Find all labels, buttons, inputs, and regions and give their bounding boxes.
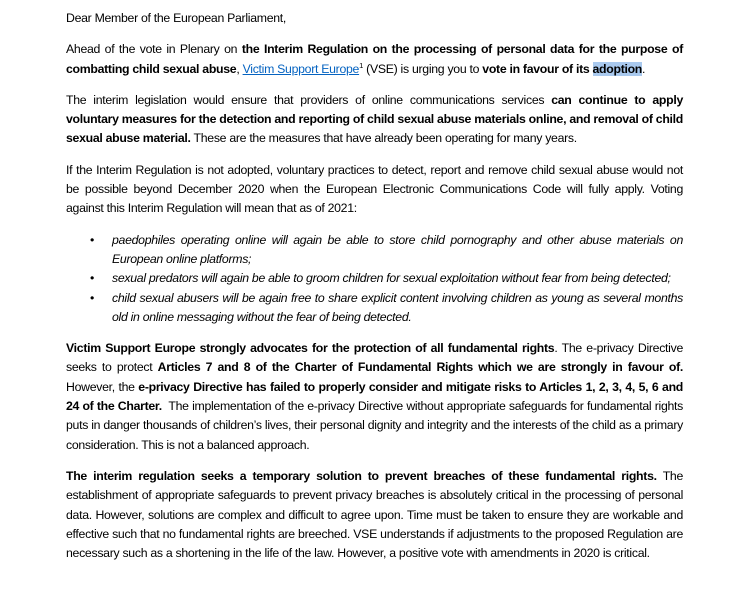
articles-7-8-bold: Articles 7 and 8 of the Charter of Fundamental Rights which we are strongly in favour of. — [157, 360, 683, 375]
text-run: (VSE) is urging you to — [363, 61, 483, 76]
highlighted-word-adoption: adoption — [592, 61, 643, 76]
consequences-list — [66, 231, 683, 327]
intro-paragraph — [66, 40, 683, 79]
solution-paragraph — [66, 467, 683, 563]
consequence-text-1: paedophiles operating online will again be able to store child pornography and other abuse materials on European online platforms; — [112, 232, 683, 266]
measures-bold: can continue to apply voluntary measures for the detection and reporting of child sexual abuse materials online, and removal of child sexual abuse material. — [66, 92, 683, 146]
footnote-marker: 1 — [359, 61, 364, 71]
text-run: However, the — [66, 379, 139, 394]
salutation-text: Dear Member of the European Parliament, — [66, 11, 287, 25]
text-run: These are the measures that have already been operating for many years. — [190, 131, 577, 146]
text-run: , — [236, 61, 243, 76]
text-run: . — [642, 61, 646, 76]
consequence-item-3 — [112, 289, 683, 328]
salutation-paragraph — [66, 9, 683, 28]
fundamental-rights-paragraph — [66, 339, 683, 455]
text-run: The establishment of appropriate safeguards to prevent privacy breaches is absolutely critical in the processing of personal data. However, solutions are complex and difficult to agree upon. Time must be taken to ensure they are workable and effective such that no fundamental rights are breeched. VSE understands if adjustments to the proposed Regulation are necessary such as a shortening in the life of the law. However, a positive vote with amendments in 2020 is critical. — [66, 468, 683, 561]
text-run: Ahead of the vote in Plenary on — [66, 42, 242, 57]
urge-bold: vote in favour of its — [482, 61, 593, 76]
consequence-text-3: child sexual abusers will be again free to share explicit content involving children as young as several months old in online messaging without the fear of being detected. — [112, 290, 683, 324]
victim-support-europe-link[interactable]: Victim Support Europe — [242, 61, 360, 76]
consequence-text-2: sexual predators will again be able to groom children for sexual exploitation without fear from being detected; — [112, 271, 671, 286]
consequence-item-2 — [112, 269, 683, 288]
interim-measures-paragraph — [66, 91, 683, 149]
rights-advocacy-bold: Victim Support Europe strongly advocates for the protection of all fundamental rights — [66, 341, 555, 356]
text-run: The implementation of the e-privacy Directive without appropriate safeguards for fundamental rights puts in danger thousands of children’s lives, their personal dignity and integrity and the interests of the child as a primary consideration. This is not a balanced approach. — [66, 399, 683, 452]
text-run: . The e-privacy Directive seeks to protect — [66, 341, 683, 375]
regulation-title-bold: the Interim Regulation on the processing of personal data for the purpose of combatting child sexual abuse — [66, 42, 683, 76]
consequence-item-1 — [112, 231, 683, 270]
eprivacy-risks-bold: e-privacy Directive has failed to properly consider and mitigate risks to Articles 1, 2, 3, 4, 5, 6 and 24 of the Charter. — [66, 379, 683, 414]
warning-paragraph — [66, 161, 683, 219]
warning-text: If the Interim Regulation is not adopted, voluntary practices to detect, report and remove child sexual abuse would not be possible beyond December 2020 when the European Electronic Communications Code will fully apply. Voting against this Interim Regulation will mean that as of 2021: — [66, 162, 683, 216]
solution-bold: The interim regulation seeks a temporary solution to prevent breaches of these fundamental rights. — [66, 468, 657, 483]
text-run: The interim legislation would ensure that providers of online communications services — [66, 92, 552, 107]
